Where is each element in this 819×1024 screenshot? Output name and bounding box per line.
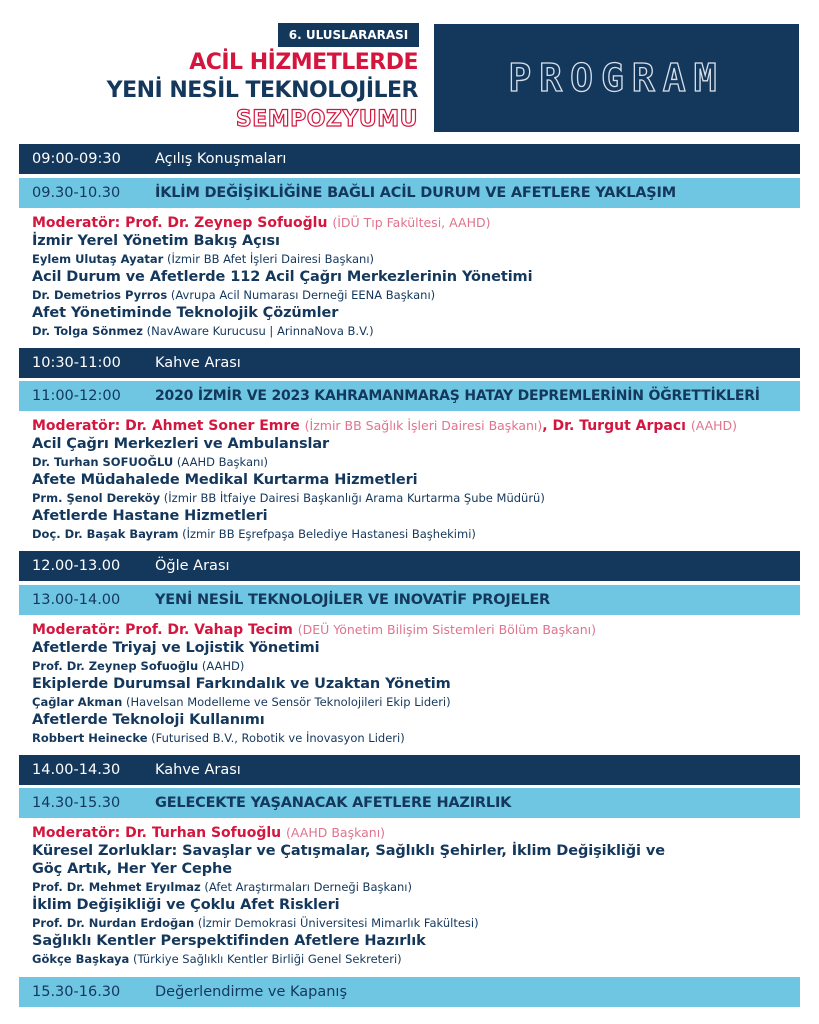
speaker-affiliation: (İzmir BB Eşrefpaşa Belediye Hastanesi Başhekimi)	[182, 527, 476, 541]
session4-bar	[19, 788, 800, 818]
speaker-affiliation: (Futurised B.V., Robotik ve İnovasyon Lideri)	[151, 731, 405, 745]
moderator-affiliation: (İDÜ Tıp Fakültesi, AAHD)	[332, 215, 491, 230]
break1-bar	[19, 348, 800, 378]
session1-bar	[19, 178, 800, 208]
talk-title: Afet Yönetiminde Teknolojik Çözümler	[32, 305, 339, 321]
speaker-affiliation: (Afet Araştırmaları Derneği Başkanı)	[204, 880, 412, 894]
speaker-affiliation: (AAHD)	[201, 659, 245, 673]
session1-title: İKLİM DEĞİŞİKLİĞİNE BAĞLI ACİL DURUM VE AFETLERE YAKLAŞIM	[155, 185, 676, 201]
moderator-name: Dr. Turgut Arpacı	[552, 418, 686, 434]
speaker-affiliation: (Havelsan Modelleme ve Sensör Teknolojileri Ekip Lideri)	[125, 695, 451, 709]
speaker-name: Prof. Dr. Mehmet Eryılmaz	[32, 880, 201, 894]
moderator-affiliation: (İzmir BB Sağlık İşleri Dairesi Başkanı)	[304, 418, 543, 433]
speaker-name: Robbert Heinecke	[32, 731, 148, 745]
speaker-name: Dr. Tolga Sönmez	[32, 324, 143, 338]
talk-speaker	[32, 322, 792, 340]
talk-title: Acil Çağrı Merkezleri ve Ambulanslar	[32, 436, 330, 452]
session4-time: 14.30-15.30	[32, 795, 121, 811]
break2-label: Kahve Arası	[155, 762, 241, 778]
break1-time: 10:30-11:00	[32, 355, 121, 371]
program-banner	[434, 24, 799, 132]
talk-title: Küresel Zorluklar: Savaşlar ve Çatışmalar, Sağlıklı Şehirler, İklim Değişikliği ve Göç Artık, Her Yer Cephe	[32, 843, 665, 877]
moderator-label: Moderatör:	[32, 825, 121, 841]
session4-content	[32, 824, 792, 968]
moderator-name: Prof. Dr. Vahap Tecim	[125, 622, 293, 638]
program-label: PROGRAM	[508, 56, 725, 100]
speaker-name: Gökçe Başkaya	[32, 952, 130, 966]
session2-moderator	[32, 417, 792, 435]
opening-time: 09:00-09:30	[32, 151, 121, 167]
opening-bar	[19, 144, 800, 174]
session1-moderator	[32, 214, 792, 232]
talk-speaker	[32, 489, 792, 507]
speaker-affiliation: (AAHD Başkanı)	[176, 455, 269, 469]
speaker-affiliation: (İzmir BB Afet İşleri Dairesi Başkanı)	[167, 252, 374, 266]
closing-bar	[19, 977, 800, 1007]
session3-bar	[19, 585, 800, 615]
speaker-name: Prof. Dr. Zeynep Sofuoğlu	[32, 659, 199, 673]
speaker-name: Prof. Dr. Nurdan Erdoğan	[32, 916, 195, 930]
moderator-separator: ,	[542, 418, 553, 434]
session3-title: YENİ NESİL TEKNOLOJİLER VE INOVATİF PROJELER	[155, 592, 550, 608]
speaker-name: Dr. Demetrios Pyrros	[32, 288, 168, 302]
talk-title: Afetlerde Hastane Hizmetleri	[32, 508, 268, 524]
session2-content	[32, 417, 792, 543]
speaker-affiliation: (NavAware Kurucusu | ArinnaNova B.V.)	[146, 324, 374, 338]
moderator-label: Moderatör:	[32, 418, 121, 434]
session2-time: 11:00-12:00	[32, 388, 121, 404]
talk-speaker	[32, 729, 792, 747]
break2-bar	[19, 755, 800, 785]
talk-speaker	[32, 950, 792, 968]
talk-speaker	[32, 878, 792, 896]
closing-label: Değerlendirme ve Kapanış	[155, 984, 348, 1000]
session1-content	[32, 214, 792, 340]
talk-title: İklim Değişikliği ve Çoklu Afet Riskleri	[32, 897, 340, 913]
moderator-affiliation: (AAHD)	[690, 418, 738, 433]
talk-title: Ekiplerde Durumsal Farkındalık ve Uzaktan Yönetim	[32, 676, 451, 692]
edition-badge: 6. ULUSLARARASI	[278, 23, 419, 47]
session2-title: 2020 İZMİR VE 2023 KAHRAMANMARAŞ HATAY DEPREMLERİNİN ÖĞRETTİKLERİ	[155, 388, 760, 404]
session4-moderator	[32, 824, 792, 842]
break2-time: 14.00-14.30	[32, 762, 121, 778]
session2-bar	[19, 381, 800, 411]
talk-speaker	[32, 525, 792, 543]
session3-time: 13.00-14.00	[32, 592, 121, 608]
session1-time: 09.30-10.30	[32, 185, 121, 201]
speaker-name: Prm. Şenol Dereköy	[32, 491, 161, 505]
talk-speaker	[32, 914, 792, 932]
speaker-affiliation: (Avrupa Acil Numarası Derneği EENA Başkanı)	[170, 288, 436, 302]
talk-speaker	[32, 693, 792, 711]
talk-title: Acil Durum ve Afetlerde 112 Acil Çağrı Merkezlerinin Yönetimi	[32, 269, 533, 285]
moderator-name: Prof. Dr. Zeynep Sofuoğlu	[125, 215, 328, 231]
speaker-affiliation: (İzmir BB İtfaiye Dairesi Başkanlığı Arama Kurtarma Şube Müdürü)	[163, 491, 545, 505]
lunch-bar	[19, 551, 800, 581]
talk-speaker	[32, 453, 792, 471]
talk-title: Afete Müdahalede Medikal Kurtarma Hizmetleri	[32, 472, 418, 488]
talk-speaker	[32, 657, 792, 675]
moderator-affiliation: (DEÜ Yönetim Bilişim Sistemleri Bölüm Başkanı)	[297, 622, 597, 637]
speaker-name: Dr. Turhan SOFUOĞLU	[32, 455, 174, 469]
title-line-2: YENİ NESİL TEKNOLOJİLER	[106, 78, 418, 103]
talk-title: Afetlerde Teknoloji Kullanımı	[32, 712, 265, 728]
moderator-label: Moderatör:	[32, 215, 121, 231]
moderator-name: Dr. Ahmet Soner Emre	[125, 418, 300, 434]
speaker-name: Doç. Dr. Başak Bayram	[32, 527, 179, 541]
talk-title: Sağlıklı Kentler Perspektifinden Afetlere Hazırlık	[32, 933, 426, 949]
speaker-affiliation: (Türkiye Sağlıklı Kentler Birliği Genel Sekreteri)	[132, 952, 402, 966]
speaker-name: Çağlar Akman	[32, 695, 123, 709]
break1-label: Kahve Arası	[155, 355, 241, 371]
title-line-1: ACİL HİZMETLERDE	[189, 50, 418, 75]
lunch-time: 12.00-13.00	[32, 558, 121, 574]
session4-title: GELECEKTE YAŞANACAK AFETLERE HAZIRLIK	[155, 795, 512, 811]
lunch-label: Öğle Arası	[155, 558, 230, 574]
session3-moderator	[32, 621, 792, 639]
closing-time: 15.30-16.30	[32, 984, 121, 1000]
talk-speaker	[32, 250, 792, 268]
moderator-label: Moderatör:	[32, 622, 121, 638]
moderator-affiliation: (AAHD Başkanı)	[286, 825, 386, 840]
moderator-name: Dr. Turhan Sofuoğlu	[125, 825, 282, 841]
talk-title: Afetlerde Triyaj ve Lojistik Yönetimi	[32, 640, 320, 656]
title-line-3: SEMPOZYUMU	[235, 107, 418, 132]
session3-content	[32, 621, 792, 747]
speaker-name: Eylem Ulutaş Ayatar	[32, 252, 164, 266]
opening-label: Açılış Konuşmaları	[155, 151, 287, 167]
talk-title: İzmir Yerel Yönetim Bakış Açısı	[32, 233, 280, 249]
talk-speaker	[32, 286, 792, 304]
speaker-affiliation: (İzmir Demokrasi Üniversitesi Mimarlık Fakültesi)	[197, 916, 479, 930]
